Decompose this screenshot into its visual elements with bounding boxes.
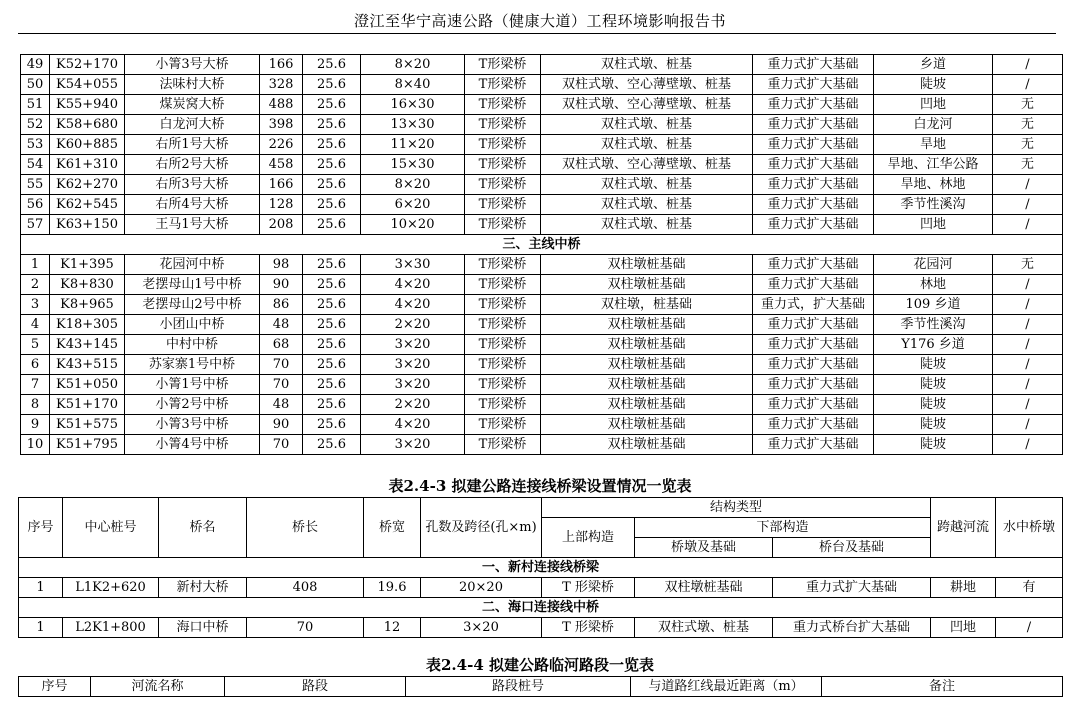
table-row — [21, 435, 1063, 455]
table-cell: 重力式扩大基础 — [753, 435, 874, 455]
table-cell: 15×30 — [361, 155, 465, 175]
section-title: 三、主线中桥 — [21, 235, 1063, 255]
table-cell: 双柱墩桩基础 — [541, 435, 753, 455]
header-pier: 桥墩及基础 — [635, 538, 773, 558]
table-cell: 右所1号大桥 — [125, 135, 260, 155]
table-row — [21, 355, 1063, 375]
table-cell: 双柱式墩、桩基 — [541, 115, 753, 135]
table-cell: T形梁桥 — [465, 135, 541, 155]
table-cell: 小箐3号中桥 — [125, 415, 260, 435]
table-cell: 林地 — [874, 275, 993, 295]
section-title: 二、海口连接线中桥 — [19, 598, 1063, 618]
table-cell: 重力式扩大基础 — [753, 75, 874, 95]
table-cell: T形梁桥 — [465, 275, 541, 295]
table-cell: 5 — [21, 335, 50, 355]
table-cell: 458 — [260, 155, 303, 175]
table-cell: K52+170 — [50, 55, 125, 75]
table-cell: 3 — [21, 295, 50, 315]
table-cell: 2×20 — [361, 315, 465, 335]
table-cell: 双柱墩桩基础 — [541, 275, 753, 295]
table-row — [19, 618, 1063, 638]
table-cell: T形梁桥 — [465, 195, 541, 215]
table-cell: 无 — [993, 115, 1063, 135]
table-cell: 54 — [21, 155, 50, 175]
table-cell: 季节性溪沟 — [874, 315, 993, 335]
table-cell: 双柱墩桩基础 — [541, 355, 753, 375]
table-row — [21, 255, 1063, 275]
table-cell: 10 — [21, 435, 50, 455]
table-row — [21, 155, 1063, 175]
header-water-pier: 水中桥墩 — [996, 498, 1063, 558]
table-cell: / — [993, 75, 1063, 95]
table-cell: 重力式，扩大基础 — [753, 295, 874, 315]
table-cell: 50 — [21, 75, 50, 95]
table-cell: 70 — [260, 355, 303, 375]
table-cell: / — [993, 275, 1063, 295]
table-cell: 3×20 — [361, 435, 465, 455]
table-cell: 无 — [993, 155, 1063, 175]
header-span: 孔数及跨径(孔×m) — [421, 498, 542, 558]
table-cell: 重力式扩大基础 — [753, 335, 874, 355]
table-cell: T形梁桥 — [465, 335, 541, 355]
table-cell: 3×20 — [361, 335, 465, 355]
table-cell: 重力式扩大基础 — [753, 355, 874, 375]
table-cell: 新村大桥 — [159, 578, 247, 598]
table-cell: 25.6 — [303, 335, 361, 355]
table-cell: T形梁桥 — [465, 315, 541, 335]
table-cell: 河流名称 — [91, 677, 225, 697]
table-cell: 56 — [21, 195, 50, 215]
table-cell: / — [993, 175, 1063, 195]
table-cell: 小箐2号中桥 — [125, 395, 260, 415]
table-cell: 旱地 — [874, 135, 993, 155]
table-cell: 双柱墩桩基础 — [541, 335, 753, 355]
table-row — [21, 215, 1063, 235]
table-cell: T 形梁桥 — [542, 578, 635, 598]
table-cell: 25.6 — [303, 315, 361, 335]
table-cell: T形梁桥 — [465, 395, 541, 415]
table-cell: T形梁桥 — [465, 375, 541, 395]
table-cell: / — [996, 618, 1063, 638]
table-cell: 重力式扩大基础 — [753, 215, 874, 235]
table-cell: 90 — [260, 275, 303, 295]
main-bridge-table — [20, 54, 1063, 455]
table-cell: 25.6 — [303, 395, 361, 415]
table-cell: / — [993, 335, 1063, 355]
table-cell: 6×20 — [361, 195, 465, 215]
table-cell: 68 — [260, 335, 303, 355]
table-cell: K55+940 — [50, 95, 125, 115]
header-superstructure: 上部构造 — [542, 518, 635, 558]
table-caption: 表2.4-3 拟建公路连接线桥梁设置情况一览表 — [388, 477, 692, 495]
table-cell: 8×20 — [361, 55, 465, 75]
table-cell: 重力式扩大基础 — [753, 95, 874, 115]
table-cell: 208 — [260, 215, 303, 235]
table-cell: 煤炭窝大桥 — [125, 95, 260, 115]
table-cell: 2×20 — [361, 395, 465, 415]
table-cell: 乡道 — [874, 55, 993, 75]
section-row — [21, 235, 1063, 255]
table-cell: L1K2+620 — [63, 578, 159, 598]
table-row — [21, 335, 1063, 355]
table-cell: 陡坡 — [874, 375, 993, 395]
table-row — [21, 135, 1063, 155]
table-cell: 双柱式墩、空心薄壁墩、桩基 — [541, 95, 753, 115]
table-cell: 双柱墩，桩基础 — [541, 295, 753, 315]
table-cell: 25.6 — [303, 275, 361, 295]
table-cell: T 形梁桥 — [542, 618, 635, 638]
table-cell: 20×20 — [421, 578, 542, 598]
table-cell: 旱地、林地 — [874, 175, 993, 195]
table-row — [21, 95, 1063, 115]
table-row — [21, 115, 1063, 135]
table-cell: 小箐4号中桥 — [125, 435, 260, 455]
table-cell: 1 — [19, 618, 63, 638]
table-cell: 小箐3号大桥 — [125, 55, 260, 75]
table-cell: 25.6 — [303, 375, 361, 395]
table-cell: 重力式扩大基础 — [753, 55, 874, 75]
table-cell: 中村中桥 — [125, 335, 260, 355]
table-cell: 双柱式墩、桩基 — [541, 195, 753, 215]
table-cell: 488 — [260, 95, 303, 115]
table-cell: 凹地 — [874, 215, 993, 235]
table-cell: Y176 乡道 — [874, 335, 993, 355]
table-cell: K8+965 — [50, 295, 125, 315]
table-cell: / — [993, 355, 1063, 375]
table-cell: 耕地 — [931, 578, 996, 598]
table-cell: 双柱墩桩基础 — [541, 395, 753, 415]
table-cell: / — [993, 435, 1063, 455]
table-cell: T形梁桥 — [465, 115, 541, 135]
table-cell: T形梁桥 — [465, 415, 541, 435]
table-cell: 3×20 — [421, 618, 542, 638]
header-abutment: 桥台及基础 — [773, 538, 931, 558]
table-cell: / — [993, 395, 1063, 415]
table-cell: K63+150 — [50, 215, 125, 235]
table-cell: K51+795 — [50, 435, 125, 455]
table-cell: / — [993, 315, 1063, 335]
table-cell: 4 — [21, 315, 50, 335]
table-row — [19, 578, 1063, 598]
table-cell: K60+885 — [50, 135, 125, 155]
table-cell: 海口中桥 — [159, 618, 247, 638]
table-cell: 无 — [993, 255, 1063, 275]
table-cell: 重力式扩大基础 — [753, 175, 874, 195]
table-cell: 双柱式墩、桩基 — [541, 215, 753, 235]
connector-bridge-table — [18, 497, 1063, 638]
table-cell: 备注 — [822, 677, 1063, 697]
table-cell: K1+395 — [50, 255, 125, 275]
table-cell: 4×20 — [361, 275, 465, 295]
table-cell: 25.6 — [303, 415, 361, 435]
table-row — [21, 415, 1063, 435]
table-cell: 双柱式墩、空心薄壁墩、桩基 — [541, 75, 753, 95]
table-cell: 52 — [21, 115, 50, 135]
table-cell: 90 — [260, 415, 303, 435]
table-cell: 重力式扩大基础 — [753, 255, 874, 275]
table-cell: 86 — [260, 295, 303, 315]
table-cell: 双柱式墩、桩基 — [635, 618, 773, 638]
table-cell: 57 — [21, 215, 50, 235]
table-cell: 98 — [260, 255, 303, 275]
table-cell: 双柱式墩、桩基 — [541, 175, 753, 195]
table-cell: / — [993, 375, 1063, 395]
table-cell: K58+680 — [50, 115, 125, 135]
table-cell: 重力式扩大基础 — [753, 315, 874, 335]
table-cell: 重力式扩大基础 — [753, 155, 874, 175]
page-header — [0, 0, 1080, 36]
table-cell: 陡坡 — [874, 415, 993, 435]
table-cell: 老摆母山1号中桥 — [125, 275, 260, 295]
header-bridge-name: 桥名 — [159, 498, 247, 558]
table-cell: 25.6 — [303, 255, 361, 275]
table-row — [21, 375, 1063, 395]
table-cell: K61+310 — [50, 155, 125, 175]
table-cell: 9 — [21, 415, 50, 435]
header-structure: 结构类型 — [542, 498, 931, 518]
table-cell: 8 — [21, 395, 50, 415]
table-cell: 226 — [260, 135, 303, 155]
table-cell: 双柱墩桩基础 — [541, 415, 753, 435]
table-cell: / — [993, 415, 1063, 435]
table-cell: K62+545 — [50, 195, 125, 215]
table-cell: T形梁桥 — [465, 55, 541, 75]
table-row — [21, 195, 1063, 215]
table-cell: 25.6 — [303, 55, 361, 75]
table-cell: 70 — [260, 435, 303, 455]
table-cell: 花园河 — [874, 255, 993, 275]
table-cell: 55 — [21, 175, 50, 195]
table-cell: / — [993, 55, 1063, 75]
table-cell: K43+145 — [50, 335, 125, 355]
table-cell: 双柱墩桩基础 — [541, 255, 753, 275]
table-cell: 166 — [260, 175, 303, 195]
table-cell: 4×20 — [361, 415, 465, 435]
section-title: 一、新村连接线桥梁 — [19, 558, 1063, 578]
table-cell: T形梁桥 — [465, 355, 541, 375]
table-row — [21, 395, 1063, 415]
table-cell: 陡坡 — [874, 435, 993, 455]
table-cell: 重力式扩大基础 — [773, 578, 931, 598]
table-row — [21, 55, 1063, 75]
table-cell: L2K1+800 — [63, 618, 159, 638]
section-row — [19, 558, 1063, 578]
table-cell: 7 — [21, 375, 50, 395]
table-cell: 25.6 — [303, 195, 361, 215]
table-cell: 53 — [21, 135, 50, 155]
table-cell: 右所2号大桥 — [125, 155, 260, 175]
table-row — [21, 295, 1063, 315]
table-cell: 凹地 — [874, 95, 993, 115]
table-cell: K51+050 — [50, 375, 125, 395]
header-seq: 序号 — [19, 498, 63, 558]
table-caption: 表2.4-4 拟建公路临河路段一览表 — [426, 656, 654, 674]
table-cell: 11×20 — [361, 135, 465, 155]
table-cell: 有 — [996, 578, 1063, 598]
table-cell: 3×20 — [361, 375, 465, 395]
table-cell: 25.6 — [303, 135, 361, 155]
table-cell: 陡坡 — [874, 395, 993, 415]
table-cell: T形梁桥 — [465, 175, 541, 195]
table-cell: T形梁桥 — [465, 95, 541, 115]
table-row — [21, 175, 1063, 195]
table-cell: 双柱墩桩基础 — [541, 375, 753, 395]
table-cell: 109 乡道 — [874, 295, 993, 315]
table-cell: 重力式桥台扩大基础 — [773, 618, 931, 638]
table-cell: 3×30 — [361, 255, 465, 275]
header-center-stake: 中心桩号 — [63, 498, 159, 558]
table-cell: 季节性溪沟 — [874, 195, 993, 215]
table-cell: 右所3号大桥 — [125, 175, 260, 195]
header-substructure: 下部构造 — [635, 518, 931, 538]
table-row — [21, 75, 1063, 95]
document-title: 澄江至华宁高速公路（健康大道）工程环境影响报告书 — [353, 12, 726, 30]
table-cell: 13×30 — [361, 115, 465, 135]
table-cell: 重力式扩大基础 — [753, 375, 874, 395]
table-cell: / — [993, 215, 1063, 235]
table-cell: 老摆母山2号中桥 — [125, 295, 260, 315]
header-width: 桥宽 — [364, 498, 421, 558]
header-length: 桥长 — [247, 498, 364, 558]
table-cell: 25.6 — [303, 215, 361, 235]
table-cell: 路段 — [225, 677, 406, 697]
table-cell: 12 — [364, 618, 421, 638]
table-cell: 166 — [260, 55, 303, 75]
table-cell: 4×20 — [361, 295, 465, 315]
table-cell: 25.6 — [303, 435, 361, 455]
table-cell: 25.6 — [303, 155, 361, 175]
table-cell: T形梁桥 — [465, 75, 541, 95]
table-row — [21, 275, 1063, 295]
table-cell: 陡坡 — [874, 75, 993, 95]
table-cell: 3×20 — [361, 355, 465, 375]
table-cell: 25.6 — [303, 175, 361, 195]
table-cell: 70 — [247, 618, 364, 638]
table-cell: K62+270 — [50, 175, 125, 195]
table-cell: 重力式扩大基础 — [753, 275, 874, 295]
table-cell: 双柱式墩、桩基 — [541, 55, 753, 75]
table-cell: T形梁桥 — [465, 435, 541, 455]
table-cell: / — [993, 195, 1063, 215]
table-cell: / — [993, 295, 1063, 315]
table-cell: 旱地、江华公路 — [874, 155, 993, 175]
table-cell: 51 — [21, 95, 50, 115]
table-cell: T形梁桥 — [465, 295, 541, 315]
table-cell: 328 — [260, 75, 303, 95]
table-cell: T形梁桥 — [465, 155, 541, 175]
table-cell: 右所4号大桥 — [125, 195, 260, 215]
table-cell: 25.6 — [303, 95, 361, 115]
table-cell: T形梁桥 — [465, 255, 541, 275]
table-cell: 双柱墩桩基础 — [635, 578, 773, 598]
table-cell: 凹地 — [931, 618, 996, 638]
table-cell: 49 — [21, 55, 50, 75]
table-cell: K54+055 — [50, 75, 125, 95]
table-cell: 8×20 — [361, 175, 465, 195]
table-cell: 25.6 — [303, 295, 361, 315]
table-cell: 398 — [260, 115, 303, 135]
table-cell: 王马1号大桥 — [125, 215, 260, 235]
table-cell: T形梁桥 — [465, 215, 541, 235]
table-cell: 双柱墩桩基础 — [541, 315, 753, 335]
table-cell: 48 — [260, 395, 303, 415]
table-cell: 陡坡 — [874, 355, 993, 375]
table-cell: K51+170 — [50, 395, 125, 415]
table-cell: 128 — [260, 195, 303, 215]
table-cell: 2 — [21, 275, 50, 295]
section-row — [19, 598, 1063, 618]
table-cell: 19.6 — [364, 578, 421, 598]
table-cell: 重力式扩大基础 — [753, 135, 874, 155]
header-river: 跨越河流 — [931, 498, 996, 558]
table-cell: K51+575 — [50, 415, 125, 435]
table-cell: 16×30 — [361, 95, 465, 115]
table-cell: 25.6 — [303, 115, 361, 135]
table-header-row — [19, 677, 1063, 697]
table-row — [21, 315, 1063, 335]
table-cell: 白龙河 — [874, 115, 993, 135]
table-cell: K8+830 — [50, 275, 125, 295]
table-cell: 1 — [21, 255, 50, 275]
table-cell: 25.6 — [303, 355, 361, 375]
table-cell: 双柱式墩、桩基 — [541, 135, 753, 155]
table-cell: 重力式扩大基础 — [753, 395, 874, 415]
table-cell: 无 — [993, 135, 1063, 155]
table-cell: 小团山中桥 — [125, 315, 260, 335]
table-cell: K43+515 — [50, 355, 125, 375]
table-cell: 白龙河大桥 — [125, 115, 260, 135]
table-cell: 25.6 — [303, 75, 361, 95]
table-cell: 重力式扩大基础 — [753, 195, 874, 215]
table-cell: 重力式扩大基础 — [753, 415, 874, 435]
table-cell: 法味村大桥 — [125, 75, 260, 95]
table-cell: 无 — [993, 95, 1063, 115]
header-rule — [18, 33, 1056, 34]
table-cell: 408 — [247, 578, 364, 598]
table-cell: 双柱式墩、空心薄壁墩、桩基 — [541, 155, 753, 175]
table-cell: 路段桩号 — [406, 677, 631, 697]
table-cell: 苏家寨1号中桥 — [125, 355, 260, 375]
table-cell: 序号 — [19, 677, 91, 697]
table-cell: 48 — [260, 315, 303, 335]
table-cell: 6 — [21, 355, 50, 375]
table-cell: 与道路红线最近距离（m） — [631, 677, 822, 697]
table-cell: 重力式扩大基础 — [753, 115, 874, 135]
table-cell: 花园河中桥 — [125, 255, 260, 275]
table-cell: 小箐1号中桥 — [125, 375, 260, 395]
table-cell: K18+305 — [50, 315, 125, 335]
table-cell: 70 — [260, 375, 303, 395]
table-cell: 1 — [19, 578, 63, 598]
table-cell: 10×20 — [361, 215, 465, 235]
river-section-table — [18, 676, 1063, 697]
table-cell: 8×40 — [361, 75, 465, 95]
